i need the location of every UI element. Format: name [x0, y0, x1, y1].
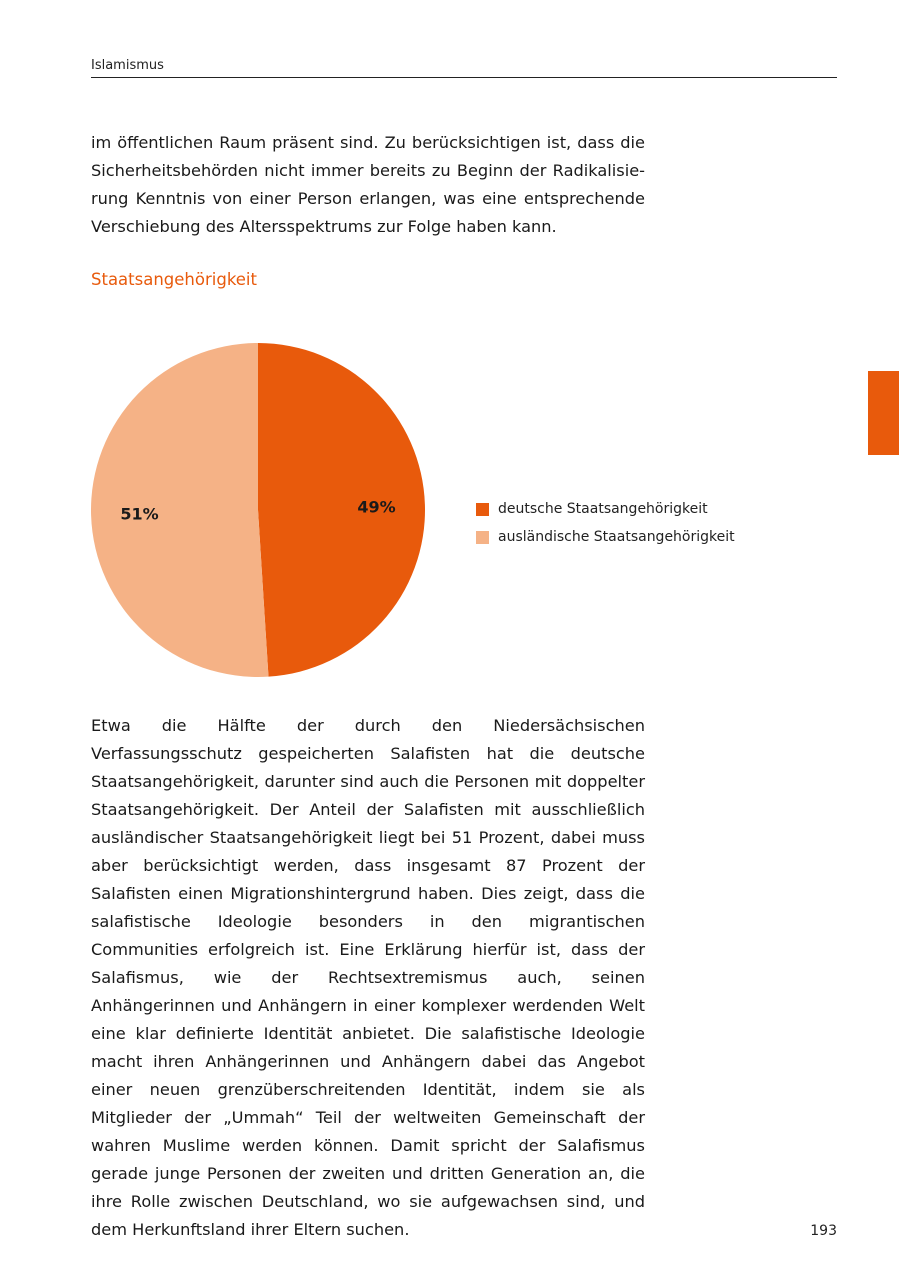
legend-item-german [476, 495, 735, 523]
data-label-german: 49% [357, 497, 396, 517]
chart-legend [476, 495, 735, 551]
body-paragraph: Etwa die Hälfte der durch den Niedersächsischen Verfassungsschutz gespeicherten Salafisten hat die deutsche Staatsangehörigkeit, darunter sind auch die Personen mit doppelter Staatsangehörigkeit. Der Anteil der Salafisten mit ausschließlich ausländischer Staatsangehörigkeit liegt bei 51 Prozent, dabei muss aber berücksichtigt werden, dass insgesamt 87 Prozent der Salafisten einen Migrationshintergrund haben. Dies zeigt, dass die salafistische Ideologie besonders in den migrantischen Communities erfolgreich ist. Eine Erklärung hierfür ist, dass der Salafismus, wie der Rechtsextremismus auch, seinen Anhängerinnen und Anhängern in einer komplexer werdenden Welt eine klar definierte Identität anbietet. Die salafistische Ideologie macht ihren Anhängerinnen und Anhängern dabei das Angebot einer neuen grenzüberschreitenden Identität, indem sie als Mitglieder der „Ummah“ Teil der weltweiten Gemeinschaft der wahren Muslime werden können. Damit spricht der Salafismus gerade junge Personen der zweiten und dritten Generation an, die ihre Rolle zwischen Deutschland, wo sie aufgewachsen sind, und dem Herkunftsland ihrer Eltern suchen. [91, 716, 645, 1239]
intro-paragraph: im öffentlichen Raum präsent sind. Zu berücksichtigen ist, dass die Sicherheitsbehörden nicht immer bereits zu Beginn der Radikalisierung Kenntnis von einer Person erlangen, was eine entsprechende Verschiebung des Altersspektrums zur Folge haben kann. [91, 133, 645, 236]
legend-swatch-german [476, 503, 489, 516]
legend-item-foreign [476, 523, 735, 551]
pie-slice-foreign [91, 343, 268, 677]
page-number: 193 [810, 1223, 837, 1239]
pie-slice-german [258, 343, 425, 677]
legend-swatch-foreign [476, 531, 489, 544]
data-label-foreign: 51% [120, 504, 159, 524]
section-title: Staatsangehörigkeit [91, 270, 257, 289]
running-header: Islamismus [91, 58, 837, 78]
legend-label-foreign: ausländische Staatsangehörigkeit [498, 529, 735, 545]
legend-label-german: deutsche Staatsangehörigkeit [498, 501, 708, 517]
